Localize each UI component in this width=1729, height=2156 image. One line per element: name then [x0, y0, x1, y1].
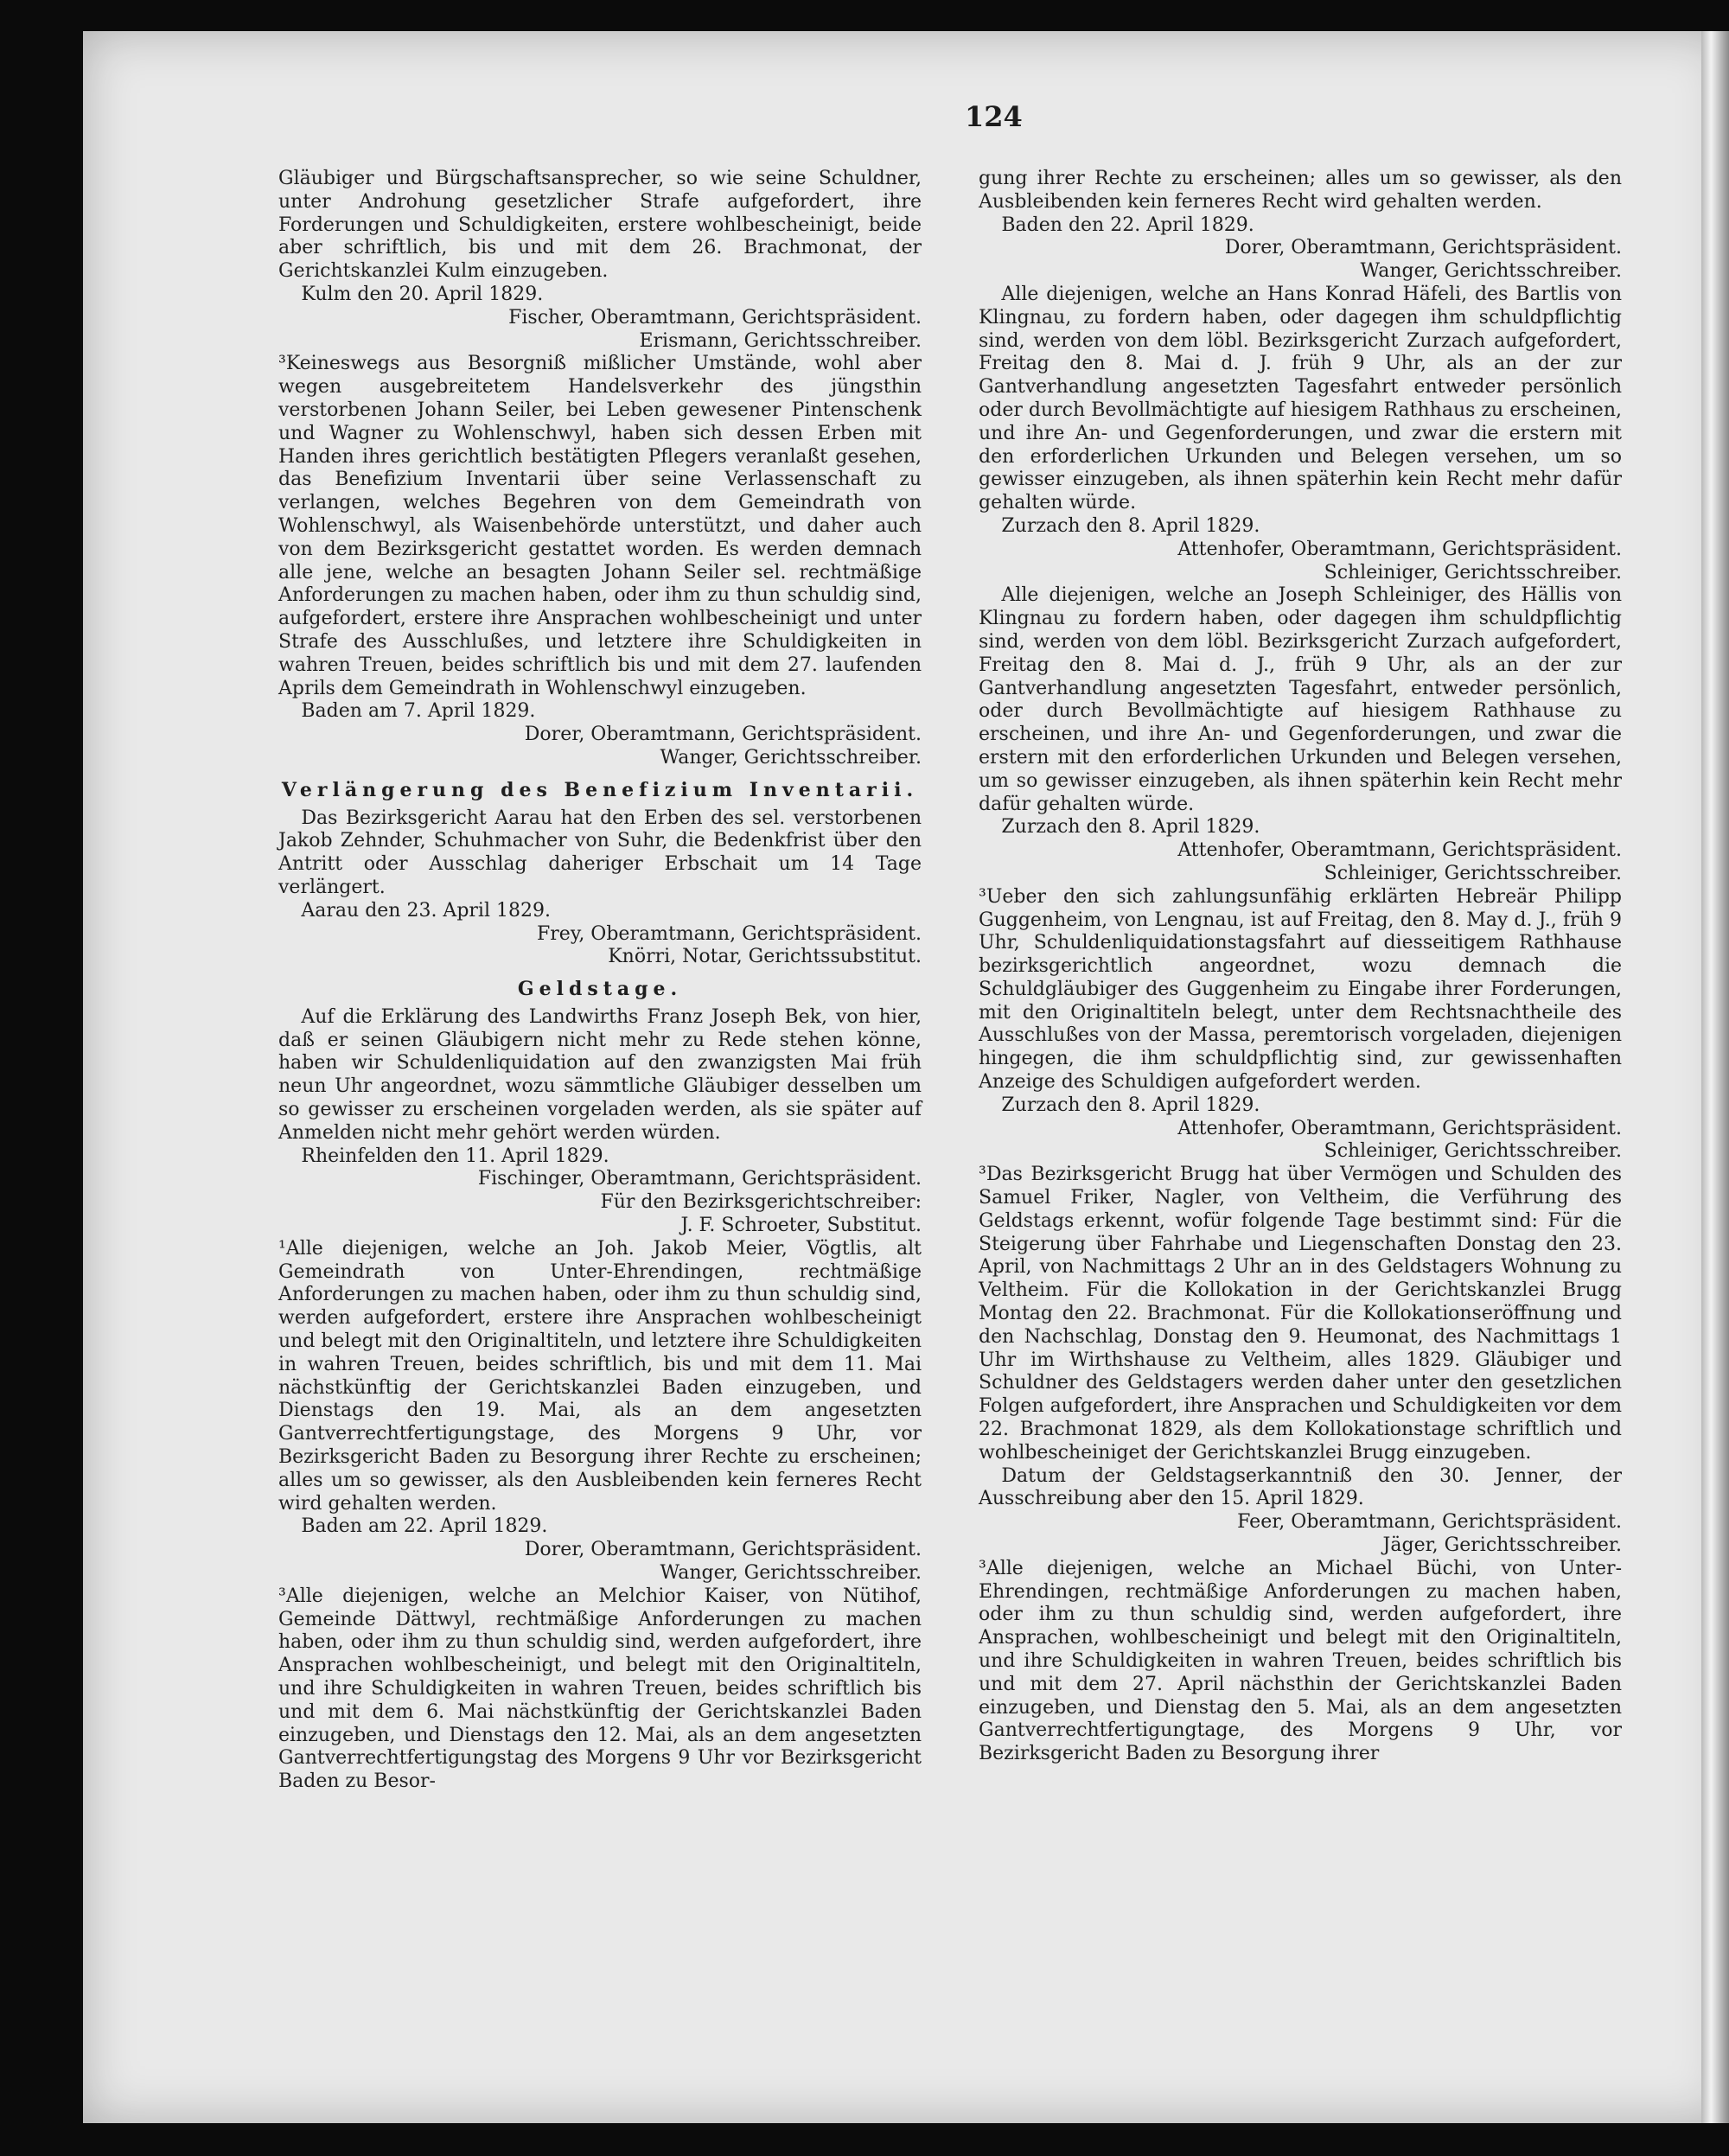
notice-friker-signature-2: Jäger, Gerichtsschreiber.: [1382, 1534, 1622, 1557]
notice-kulm-text: Gläubiger und Bürgschaftsansprecher, so wie seine Schuldner, unter Androhung gesetzlicher Strafe aufgefordert, ihre Forderungen und Schuldigkeiten, erstere wohlbescheinigt, beide aber schriftlich, bis und mit dem 26. Brachmonat, der Gerichtskanzlei Kulm einzugeben.: [278, 168, 922, 283]
notice-friker-signature-1: Feer, Oberamtmann, Gerichtspräsident.: [1237, 1511, 1622, 1534]
right-column: [979, 168, 1622, 1766]
notice-zehnder-signature-2: Knörri, Notar, Gerichtssubstitut.: [608, 946, 922, 968]
notice-haefeli-text: Alle diejenigen, welche an Hans Konrad Häfeli, des Bartlis von Klingnau, zu fordern haben, oder dagegen ihm schuldpflichtig sind, werden von dem löbl. Bezirksgericht Zurzach aufgefordert, Freitag den 8. Mai d. J. früh 9 Uhr, als an der zur Gantverhandlung angesetzten Tagesfahrt entweder persönlich oder durch Bevollmächtigte auf hiesigem Rathhaus zu erscheinen, und ihre An- und Gegenforderungen, und zwar die erstern mit den erforderlichen Urkunden und Belegen versehen, um so gewisser einzugeben, als ihnen späterhin kein Recht mehr dafür gehalten würde.: [979, 283, 1622, 514]
notice-bek-date: Rheinfelden den 11. April 1829.: [301, 1145, 609, 1167]
notice-zehnder-signature-1: Frey, Oberamtmann, Gerichtspräsident.: [537, 922, 922, 945]
notice-schleiniger-text: Alle diejenigen, welche an Joseph Schleiniger, des Hällis von Klingnau zu fordern haben, oder dagegen ihm schuldpflichtig sind, werden von dem löbl. Bezirksgericht Zurzach aufgefordert, Freitag den 8. Mai d. J., früh 9 Uhr, als an der zur Gantverhandlung angesetzten Tagesfahrt, entweder persönlich, oder durch Bevollmächtigte auf hiesigem Rathhause zu erscheinen, und ihre An- und Gegenforderungen, und zwar die erstern mit den erforderlichen Urkunden und Belegen versehen, um so gewisser einzugeben, als ihnen späterhin kein Recht mehr dafür gehalten würde.: [979, 584, 1622, 815]
notice-schleiniger-signature-1: Attenhofer, Oberamtmann, Gerichtspräsident.: [1177, 839, 1622, 862]
notice-seiler-signature-2: Wanger, Gerichtsschreiber.: [660, 746, 922, 769]
notice-kulm-signature-2: Erismann, Gerichtsschreiber.: [639, 329, 922, 352]
notice-seiler-text: ³Keineswegs aus Besorgniß mißlicher Umstände, wohl aber wegen ausgebreitetem Handelsverkehr des jüngsthin verstorbenen Johann Seiler, bei Leben gewesener Pintenschenk und Wagner zu Wohlenschwyl, haben sich dessen Erben mit Handen ihres gerichtlich bestätigten Pflegers veranlaßt gesehen, das Benefizium Inventarii über seine Verlassenschaft zu verlangen, welches Begehren von dem Gemeindrath von Wohlenschwyl, als Waisenbehörde unterstützt, und daher auch von dem Bezirksgericht gestattet worden. Es werden demnach alle jene, welche an besagten Johann Seiler sel. rechtmäßige Anforderungen zu machen haben, oder ihm zu thun schuldig sind, aufgefordert, erstere ihre Ansprachen wohlbescheinigt und unter Strafe des Ausschlußes, und letztere ihre Schuldigkeiten in wahren Treuen, beides schriftlich bis und mit dem 27. laufenden Aprils dem Gemeindrath in Wohlenschwyl einzugeben.: [278, 353, 922, 699]
notice-kulm-signature-1: Fischer, Oberamtmann, Gerichtspräsident.: [508, 306, 922, 329]
notice-kaiser-text: ³Alle diejenigen, welche an Melchior Kaiser, von Nütihof, Gemeinde Dättwyl, rechtmäßige Anforderungen zu machen haben, oder ihm zu thun schuldig sind, werden aufgefordert, ihre Ansprachen wohlbescheinigt, und belegt mit den Originaltiteln, und ihre Schuldigkeiten in wahren Treuen, beides schriftlich bis und mit dem 6. Mai nächstkünftig der Gerichtskanzlei Baden einzugeben, und Dienstags den 12. Mai, als an dem angesetzten Gantverrechtfertigungstag des Morgens 9 Uhr vor Bezirksgericht Baden zu Besor-: [278, 1585, 922, 1793]
notice-seiler-date: Baden am 7. April 1829.: [301, 700, 536, 723]
notice-continuation-signature-1: Dorer, Oberamtmann, Gerichtspräsident.: [1224, 237, 1622, 259]
notice-continuation-date: Baden den 22. April 1829.: [1001, 214, 1254, 236]
notice-buechi-text: ³Alle diejenigen, welche an Michael Büchi, von Unter-Ehrendingen, rechtmäßige Anforderungen zu machen haben, oder ihm zu thun schuldig sind, werden aufgefordert, ihre Ansprachen, wohlbescheinigt und belegt mit den Originaltiteln, und ihre Schuldigkeiten in wahren Treuen, beides schriftlich bis und mit dem 27. April nächsthin der Gerichtskanzlei Baden einzugeben, und Dienstag den 5. Mai, als an dem angesetzten Gantverrechtfertigungtage, des Morgens 9 Uhr, vor Bezirksgericht Baden zu Besorgung ihrer: [979, 1557, 1622, 1765]
notice-bek-signature-1: Fischinger, Oberamtmann, Gerichtspräsident.: [477, 1168, 922, 1190]
notice-schleiniger-date: Zurzach den 8. April 1829.: [1001, 816, 1260, 839]
notice-guggenheim-signature-1: Attenhofer, Oberamtmann, Gerichtspräsident.: [1177, 1117, 1622, 1139]
section-heading-geldstage: Geldstage.: [517, 978, 683, 1001]
notice-meier-date: Baden am 22. April 1829.: [301, 1515, 548, 1538]
page-fold-edge: [1701, 31, 1729, 2123]
notice-haefeli-signature-1: Attenhofer, Oberamtmann, Gerichtspräsident.: [1177, 538, 1622, 560]
notice-bek-signature-3: J. F. Schroeter, Substitut.: [680, 1215, 922, 1237]
notice-haefeli-signature-2: Schleiniger, Gerichtsschreiber.: [1324, 561, 1622, 584]
notice-kulm-date: Kulm den 20. April 1829.: [301, 283, 544, 305]
notice-guggenheim-signature-2: Schleiniger, Gerichtsschreiber.: [1324, 1140, 1622, 1163]
notice-zehnder-text: Das Bezirksgericht Aarau hat den Erben des sel. verstorbenen Jakob Zehnder, Schuhmacher von Suhr, die Bedenkfrist über den Antritt oder Ausschlag daheriger Erbschait um 14 Tage verlängert.: [278, 807, 922, 898]
notice-bek-text: Auf die Erklärung des Landwirths Franz Joseph Bek, von hier, daß er seinen Gläubigern nicht mehr zu Rede stehen könne, haben wir Schuldenliquidation auf den zwanzigsten Mai früh neun Uhr angeordnet, wozu sämmtliche Gläubiger desselben um so gewisser zu erscheinen vorgeladen werden, als sie später auf Anmelden nicht mehr gehört werden würden.: [278, 1005, 922, 1144]
notice-friker-date: Datum der Geldstagserkanntniß den 30. Jenner, der Ausschreibung aber den 15. April 1829.: [979, 1464, 1622, 1510]
page-number: 124: [965, 100, 1023, 133]
notice-meier-signature-2: Wanger, Gerichtsschreiber.: [660, 1562, 922, 1585]
section-heading-benefizium: Verlängerung des Benefizium Inventarii.: [281, 778, 919, 801]
notice-schleiniger-signature-2: Schleiniger, Gerichtsschreiber.: [1324, 862, 1622, 884]
left-column: [278, 168, 922, 1794]
notice-seiler-signature-1: Dorer, Oberamtmann, Gerichtspräsident.: [524, 724, 922, 746]
notice-friker-text: ³Das Bezirksgericht Brugg hat über Vermögen und Schulden des Samuel Friker, Nagler, von Veltheim, die Verführung des Geldstags erkennt, wofür folgende Tage bestimmt sind: Für die Steigerung über Fahrhabe und Liegenschaften Donstag den 23. April, von Nachmittags 2 Uhr an in des Geldstagers Wohnung zu Veltheim. Für die Kollokation in der Gerichtskanzlei Brugg Montag den 22. Brachmonat. Für die Kollokationseröffnung und den Nachschlag, Donstag den 9. Heumonat, des Nachmittags 1 Uhr im Wirthshause zu Veltheim, alles 1829. Gläubiger und Schuldner des Geldstagers werden daher unter den gesetzlichen Folgen aufgefordert, ihre Ansprachen und Schuldigkeiten vor dem 22. Brachmonat 1829, als dem Kollokationstage schriftlich und wohlbescheiniget der Gerichtskanzlei Brugg einzugeben.: [979, 1164, 1622, 1464]
notice-continuation-text: gung ihrer Rechte zu erscheinen; alles um so gewisser, als den Ausbleibenden kein ferneres Recht wird gehalten werden.: [979, 168, 1622, 213]
notice-zehnder-date: Aarau den 23. April 1829.: [301, 899, 551, 922]
newspaper-page: [83, 31, 1729, 2123]
notice-meier-text: ¹Alle diejenigen, welche an Joh. Jakob Meier, Vögtlis, alt Gemeindrath von Unter-Ehrendingen, rechtmäßige Anforderungen zu machen haben, oder ihm zu thun schuldig sind, werden aufgefordert, erstere ihre Ansprachen wohlbescheinigt und belegt mit den Originaltiteln, und letztere ihre Schuldigkeiten in wahren Treuen, beides schriftlich, bis und mit dem 11. Mai nächstkünftig der Gerichtskanzlei Baden einzugeben, und Dienstags den 19. Mai, als an dem angesetzten Gantverrechtfertigungstage, des Morgens 9 Uhr, vor Bezirksgericht Baden zu Besorgung ihrer Rechte zu erscheinen; alles um so gewisser, als den Ausbleibenden kein ferneres Recht wird gehalten werden.: [278, 1237, 922, 1515]
notice-bek-signature-2: Für den Bezirksgerichtschreiber:: [600, 1191, 922, 1214]
notice-guggenheim-date: Zurzach den 8. April 1829.: [1001, 1094, 1260, 1116]
notice-haefeli-date: Zurzach den 8. April 1829.: [1001, 514, 1260, 537]
notice-meier-signature-1: Dorer, Oberamtmann, Gerichtspräsident.: [524, 1539, 922, 1561]
notice-continuation-signature-2: Wanger, Gerichtsschreiber.: [1360, 260, 1622, 283]
notice-guggenheim-text: ³Ueber den sich zahlungsunfähig erklärten Hebreär Philipp Guggenheim, von Lengnau, ist auf Freitag, den 8. May d. J., früh 9 Uhr, Schuldenliquidationstagsfahrt auf diesseitigem Rathhause bezirksgerichtlich angeordnet, wozu demnach die Schuldgläubiger des Guggenheim zu Eingabe ihrer Forderungen, mit den Originaltiteln belegt, unter dem Rechtsnachtheile des Ausschlußes von der Massa, peremtorisch vorgeladen, diejenigen hingegen, die ihm schuldpflichtig sind, zur gewissenhaften Anzeige des Schuldigen aufgefordert werden.: [979, 885, 1622, 1094]
